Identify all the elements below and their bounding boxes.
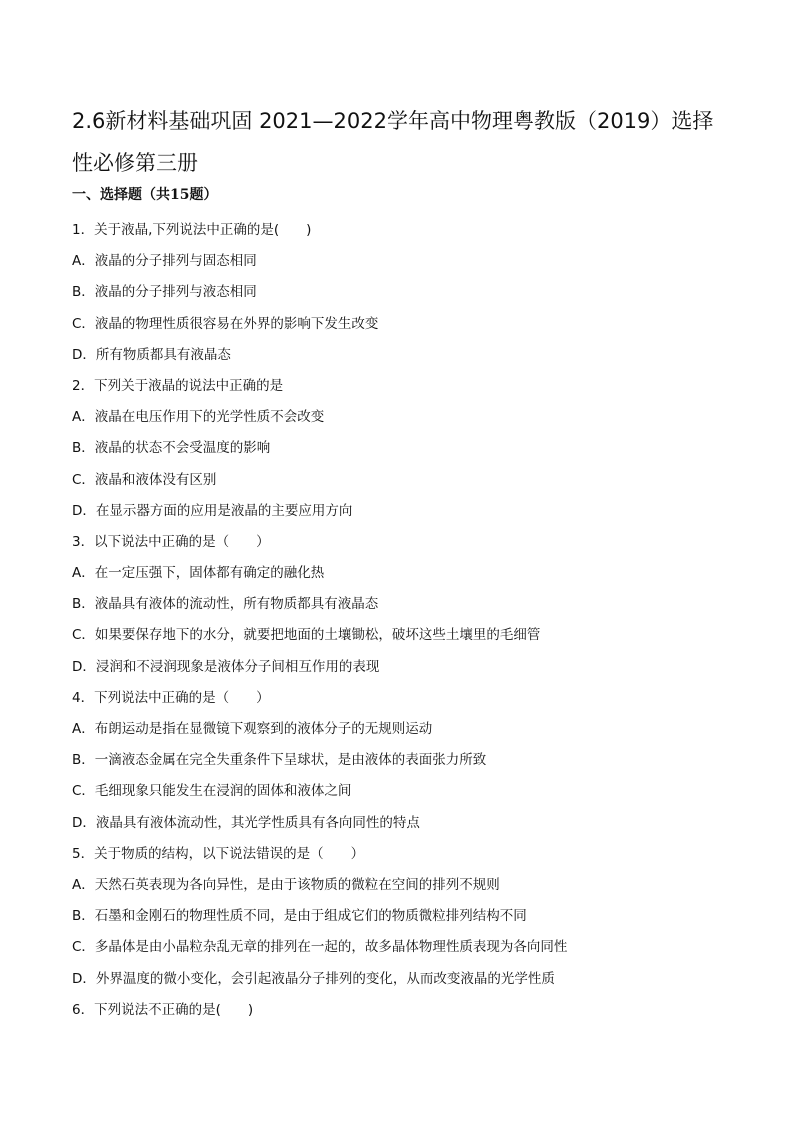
question-stem: 5．关于物质的结构，以下说法错误的是（ ）: [72, 845, 365, 862]
option-c: C．多晶体是由小晶粒杂乱无章的排列在一起的，故多晶体物理性质表现为各向同性: [72, 939, 568, 956]
option-d: D．在显示器方面的应用是液晶的主要应用方向: [72, 502, 353, 519]
option-d: D．所有物质都具有液晶态: [72, 346, 231, 363]
option-b: B．石墨和金刚石的物理性质不同，是由于组成它们的物质微粒排列结构不同: [72, 908, 527, 925]
document-title: 2.6新材料基础巩固 2021—2022学年高中物理粤教版（2019）选择性必修第三册: [72, 109, 714, 175]
question-stem: 4．下列说法中正确的是（ ）: [72, 689, 270, 706]
option-c: C．液晶和液体没有区别: [72, 471, 217, 488]
question-stem: 6．下列说法不正确的是( ): [72, 1001, 254, 1018]
option-a: A．液晶的分子排列与固态相同: [72, 253, 257, 270]
question-stem: 2．下列关于液晶的说法中正确的是: [72, 377, 284, 394]
option-a: A．液晶在电压作用下的光学性质不会改变: [72, 409, 325, 426]
option-b: B．一滴液态金属在完全失重条件下呈球状，是由液体的表面张力所致: [72, 752, 487, 769]
option-c: C．如果要保存地下的水分，就要把地面的土壤锄松，破坏这些土壤里的毛细管: [72, 627, 541, 644]
option-b: B．液晶的分子排列与液态相同: [72, 284, 257, 301]
section-heading: 一、选择题（共15题）: [72, 187, 218, 203]
option-d: D．浸润和不浸润现象是液体分子间相互作用的表现: [72, 658, 380, 675]
option-c: C．毛细现象只能发生在浸润的固体和液体之间: [72, 783, 352, 800]
option-b: B．液晶具有液体的流动性，所有物质都具有液晶态: [72, 596, 379, 613]
option-c: C．液晶的物理性质很容易在外界的影响下发生改变: [72, 315, 379, 332]
question-stem: 3．以下说法中正确的是（ ）: [72, 533, 270, 550]
option-a: A．布朗运动是指在显微镜下观察到的液体分子的无规则运动: [72, 721, 433, 737]
question-stem: 1．关于液晶,下列说法中正确的是( ): [72, 222, 312, 238]
option-d: D．液晶具有液体流动性，其光学性质具有各向同性的特点: [72, 814, 420, 831]
option-a: A．天然石英表现为各向异性，是由于该物质的微粒在空间的排列不规则: [72, 876, 500, 893]
option-a: A．在一定压强下，固体都有确定的融化热: [72, 565, 325, 582]
option-d: D．外界温度的微小变化，会引起液晶分子排列的变化，从而改变液晶的光学性质: [72, 970, 555, 987]
option-b: B．液晶的状态不会受温度的影响: [72, 440, 271, 457]
question-list: [72, 215, 732, 1026]
